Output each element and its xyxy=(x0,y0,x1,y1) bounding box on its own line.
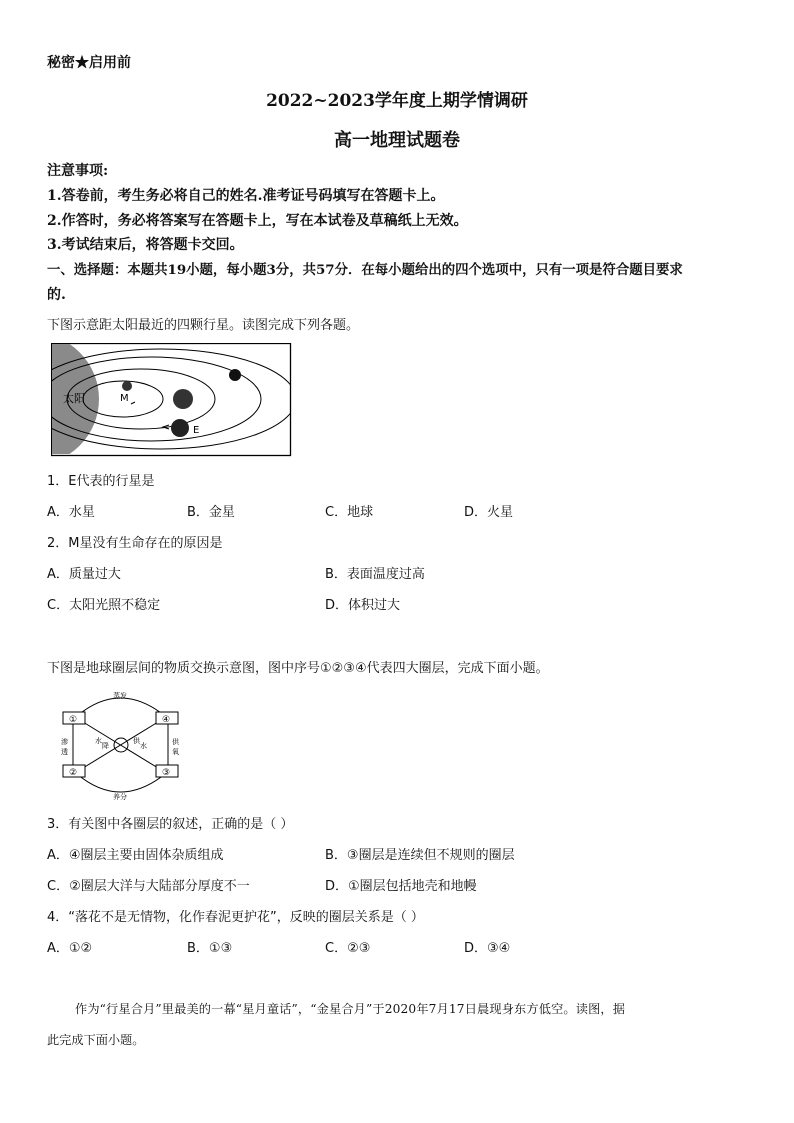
right-label-a: 供 xyxy=(172,738,179,746)
q3-option-a: A．④圈层主要由固体杂质组成 xyxy=(47,848,224,863)
q2-option-d: D．体积过大 xyxy=(325,598,401,613)
box-2-label: ② xyxy=(69,768,78,778)
box-4-label: ④ xyxy=(162,715,171,725)
top-arc xyxy=(77,698,165,716)
q2-text: 2．M星没有生命存在的原因是 xyxy=(47,536,223,551)
left-label-b: 透 xyxy=(61,748,68,756)
q4-option-d: D．③④ xyxy=(464,941,511,956)
q2-option-a: A．质量过大 xyxy=(47,567,121,582)
section-intro-line2: 的. xyxy=(47,287,66,303)
notes-heading: 注意事项: xyxy=(47,163,109,179)
exam-subtitle: 高一地理试题卷 xyxy=(334,130,460,151)
planet-venus xyxy=(173,389,193,409)
q2-option-c: C．太阳光照不稳定 xyxy=(47,598,161,613)
note-item-1: 1.答卷前，考生务必将自己的姓名.准考证号码填写在答题卡上。 xyxy=(47,188,445,204)
group3-stem-line2: 此完成下面小题。 xyxy=(47,1033,145,1047)
planet-mars xyxy=(229,369,241,381)
planet-orbit-figure xyxy=(51,343,293,457)
q2-option-b: B．表面温度过高 xyxy=(325,567,425,582)
q4-text: 4．“落花不是无情物，化作春泥更护花”，反映的圈层关系是（ ） xyxy=(47,910,424,925)
planet-e xyxy=(171,419,189,437)
right-label-b: 氧 xyxy=(172,748,179,756)
diag-left-b: 降 xyxy=(102,742,109,750)
top-label: 蒸发 xyxy=(113,692,127,700)
q1-option-d: D．火星 xyxy=(464,505,514,520)
bottom-label: 养分 xyxy=(113,793,127,801)
group1-stem: 下图示意距太阳最近的四颗行星。读图完成下列各题。 xyxy=(47,318,360,333)
planet-m xyxy=(122,381,132,391)
q1-text: 1．E代表的行星是 xyxy=(47,474,155,489)
q4-option-b: B．①③ xyxy=(187,941,233,956)
exam-title: 2022~2023学年度上期学情调研 xyxy=(266,91,528,111)
q4-option-c: C．②③ xyxy=(325,941,371,956)
q1-option-a: A．水星 xyxy=(47,505,95,520)
group3-stem-line1: 作为“行星合月”里最美的一幕“星月童话”，“金星合月”于2020年7月17日晨现身东方低空。读图，据 xyxy=(75,1002,626,1016)
group2-stem: 下图是地球圈层间的物质交换示意图，图中序号①②③④代表四大圈层，完成下面小题。 xyxy=(47,661,549,676)
q3-option-b: B．③圈层是连续但不规则的圈层 xyxy=(325,848,515,863)
bottom-arc xyxy=(77,774,165,792)
q3-option-c: C．②圈层大洋与大陆部分厚度不一 xyxy=(47,879,250,894)
section-intro-line1: 一、选择题：本题共19小题，每小题3分，共57分．在每小题给出的四个选项中，只有一项是符合题目要求 xyxy=(47,262,683,278)
left-label-a: 渗 xyxy=(61,738,68,746)
sun-label: 太阳 xyxy=(63,392,85,405)
q4-option-a: A．①② xyxy=(47,941,93,956)
q3-text: 3．有关图中各圈层的叙述，正确的是（ ） xyxy=(47,817,294,832)
q1-option-b: B．金星 xyxy=(187,505,235,520)
box-3-label: ③ xyxy=(162,768,171,778)
diag-right-b: 水 xyxy=(140,742,147,750)
q3-option-d: D．①圈层包括地壳和地幔 xyxy=(325,879,477,894)
secret-mark: 秘密★启用前 xyxy=(47,55,131,71)
diag-right-a: 供 xyxy=(133,737,140,745)
note-item-3: 3.考试结束后，将答题卡交回。 xyxy=(47,237,244,253)
e-label: E xyxy=(193,425,200,436)
diag-left-a: 水 xyxy=(95,737,102,745)
q1-option-c: C．地球 xyxy=(325,505,374,520)
sphere-exchange-figure xyxy=(55,686,185,802)
box-1-label: ① xyxy=(69,715,78,725)
m-label: M xyxy=(120,393,129,404)
note-item-2: 2.作答时，务必将答案写在答题卡上，写在本试卷及草稿纸上无效。 xyxy=(47,213,468,229)
